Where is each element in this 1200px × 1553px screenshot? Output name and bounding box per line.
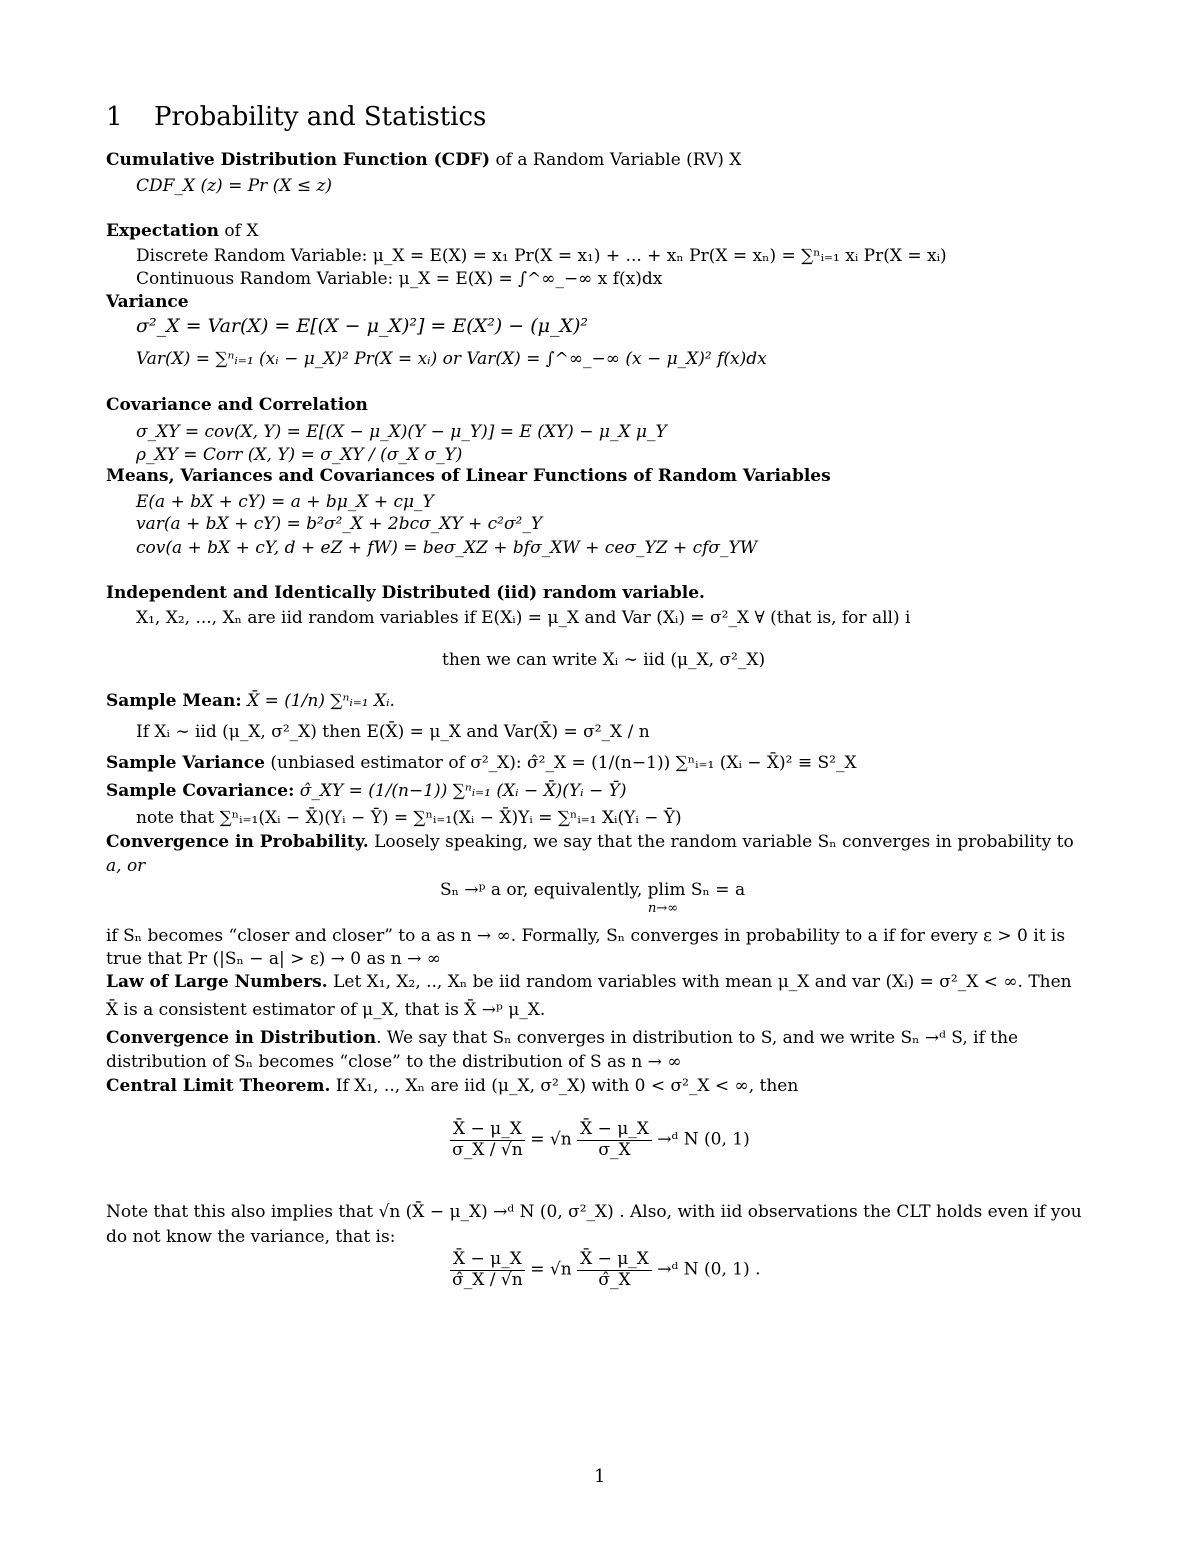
sample-cov-heading: Sample Covariance: xyxy=(106,781,295,801)
conv-prob-heading: Convergence in Probability. xyxy=(106,832,369,852)
page-number: 1 xyxy=(594,1466,606,1487)
covariance-line2: ρ_XY = Corr (X, Y) = σ_XY / (σ_X σ_Y) xyxy=(136,445,463,465)
note-fraction-2 xyxy=(577,1250,652,1290)
conv-prob-rest: Loosely speaking, we say that the random variable Sₙ converges in probability to xyxy=(368,832,1074,852)
clt-numerator-2: X̄ − μ_X xyxy=(577,1120,652,1141)
note-denominator-1: σ̂_X / √n xyxy=(452,1269,523,1290)
note-numerator-1: X̄ − μ_X xyxy=(450,1250,525,1271)
variance-line2: Var(X) = ∑ⁿᵢ₌₁ (xᵢ − μ_X)² Pr(X = xᵢ) or Var(X) = ∫^∞_−∞ (x − μ_X)² f(x)dx xyxy=(136,349,767,369)
sample-mean-heading: Sample Mean: xyxy=(106,691,242,711)
sample-mean-line2: If Xᵢ ∼ iid (μ_X, σ²_X) then E(X̄) = μ_X and Var(X̄) = σ²_X / n xyxy=(136,722,650,742)
iid-heading: Independent and Identically Distributed (iid) random variable. xyxy=(106,583,705,603)
section-heading xyxy=(106,104,486,130)
covariance-line1: σ_XY = cov(X, Y) = E[(X − μ_X)(Y − μ_Y)] = E (XY) − μ_X μ_Y xyxy=(136,422,667,442)
linear-line1: E(a + bX + cY) = a + bμ_X + cμ_Y xyxy=(136,492,434,512)
expectation-continuous: Continuous Random Variable: μ_X = E(X) = ∫^∞_−∞ x f(x)dx xyxy=(136,269,663,289)
lln-line1 xyxy=(106,974,1072,991)
conv-dist-line1 xyxy=(106,1030,1018,1047)
section-title: Probability and Statistics xyxy=(154,102,487,132)
conv-prob-line2: a, or xyxy=(106,856,146,876)
cdf-formula: CDF_X (z) = Pr (X ≤ z) xyxy=(136,176,333,196)
conv-dist-rest: . We say that Sₙ converges in distribution to S, and we write Sₙ →ᵈ S, if the xyxy=(376,1028,1019,1048)
sample-variance-line xyxy=(106,755,857,772)
linear-heading: Means, Variances and Covariances of Linear Functions of Random Variables xyxy=(106,466,831,486)
clt-numerator-1: X̄ − μ_X xyxy=(450,1120,525,1141)
iid-line2: then we can write Xᵢ ∼ iid (μ_X, σ²_X) xyxy=(442,650,766,670)
sample-cov-formula: σ̂_XY = (1/(n−1)) ∑ⁿᵢ₌₁ (Xᵢ − X̄)(Yᵢ − Ȳ) xyxy=(294,781,627,801)
lln-rest: Let X₁, X₂, .., Xₙ be iid random variables with mean μ_X and var (Xᵢ) = σ²_X < ∞. Then xyxy=(327,972,1072,992)
note-denominator-2: σ̂_X xyxy=(598,1269,631,1290)
note-fraction-1 xyxy=(450,1250,525,1290)
sample-cov-line xyxy=(106,783,627,800)
cdf-heading-line xyxy=(106,152,741,169)
expectation-heading-line xyxy=(106,223,258,240)
note-display xyxy=(450,1250,761,1290)
variance-line1: σ²_X = Var(X) = E[(X − μ_X)²] = E(X²) − (μ_X)² xyxy=(136,315,589,337)
clt-line1 xyxy=(106,1078,798,1095)
conv-prob-line4: true that Pr (|Sₙ − a| > ε) → 0 as n → ∞ xyxy=(106,949,441,969)
expectation-heading-rest: of X xyxy=(219,221,259,241)
conv-prob-display-sub: n→∞ xyxy=(648,901,679,916)
sample-mean-formula: X̄ = (1/n) ∑ⁿᵢ₌₁ Xᵢ. xyxy=(247,691,395,711)
section-number: 1 xyxy=(106,102,123,132)
iid-line1: X₁, X₂, ..., Xₙ are iid random variables if E(Xᵢ) = μ_X and Var (Xᵢ) = σ²_X ∀ (that is, for all) i xyxy=(136,608,911,628)
clt-rest: If X₁, .., Xₙ are iid (μ_X, σ²_X) with 0 < σ²_X < ∞, then xyxy=(330,1076,799,1096)
conv-prob-line1 xyxy=(106,834,1074,851)
sample-mean-line xyxy=(106,693,395,710)
clt-denominator-1: σ_X / √n xyxy=(452,1139,523,1160)
note-numerator-2: X̄ − μ_X xyxy=(577,1250,652,1271)
clt-tail: →ᵈ N (0, 1) xyxy=(651,1129,750,1150)
sample-cov-note: note that ∑ⁿᵢ₌₁(Xᵢ − X̄)(Yᵢ − Ȳ) = ∑ⁿᵢ₌₁(Xᵢ − X̄)Yᵢ = ∑ⁿᵢ₌₁ Xᵢ(Yᵢ − Ȳ) xyxy=(136,808,682,828)
expectation-discrete: Discrete Random Variable: μ_X = E(X) = x₁ Pr(X = x₁) + ... + xₙ Pr(X = xₙ) = ∑ⁿᵢ₌₁ xᵢ Pr(X = xᵢ) xyxy=(136,246,947,266)
clt-fraction-1 xyxy=(450,1120,525,1160)
conv-prob-line3: if Sₙ becomes “closer and closer” to a as n → ∞. Formally, Sₙ converges in probability to a if for every ε > 0 it is xyxy=(106,926,1066,946)
expectation-heading: Expectation xyxy=(106,221,220,241)
sample-variance-rest: (unbiased estimator of σ²_X): σ̂²_X = (1/(n−1)) ∑ⁿᵢ₌₁ (Xᵢ − X̄)² ≡ S²_X xyxy=(264,753,857,773)
sample-variance-heading: Sample Variance xyxy=(106,753,265,773)
conv-prob-display: Sₙ →ᵖ a or, equivalently, plim Sₙ = a xyxy=(440,880,746,900)
clt-mid: = √n xyxy=(524,1129,578,1150)
conv-dist-line2: distribution of Sₙ becomes “close” to the distribution of S as n → ∞ xyxy=(106,1052,682,1072)
cdf-heading: Cumulative Distribution Function (CDF) xyxy=(106,150,491,170)
lln-heading: Law of Large Numbers. xyxy=(106,972,328,992)
clt-heading: Central Limit Theorem. xyxy=(106,1076,331,1096)
note-line2: do not know the variance, that is: xyxy=(106,1227,396,1247)
linear-line3: cov(a + bX + cY, d + eZ + fW) = beσ_XZ + bfσ_XW + ceσ_YZ + cfσ_YW xyxy=(136,538,758,558)
covariance-heading: Covariance and Correlation xyxy=(106,395,368,415)
cdf-heading-rest: of a Random Variable (RV) X xyxy=(490,150,742,170)
clt-denominator-2: σ_X xyxy=(598,1139,631,1160)
variance-heading: Variance xyxy=(106,292,189,312)
clt-fraction-2 xyxy=(577,1120,652,1160)
linear-line2: var(a + bX + cY) = b²σ²_X + 2bcσ_XY + c²σ²_Y xyxy=(136,514,543,534)
note-mid: = √n xyxy=(524,1259,578,1280)
clt-display xyxy=(450,1120,750,1160)
note-tail: →ᵈ N (0, 1) . xyxy=(651,1259,761,1280)
note-line1: Note that this also implies that √n (X̄ − μ_X) →ᵈ N (0, σ²_X) . Also, with iid observations the CLT holds even if you xyxy=(106,1202,1082,1222)
lln-line2: X̄ is a consistent estimator of μ_X, that is X̄ →ᵖ μ_X. xyxy=(106,1000,546,1020)
conv-dist-heading: Convergence in Distribution xyxy=(106,1028,377,1048)
